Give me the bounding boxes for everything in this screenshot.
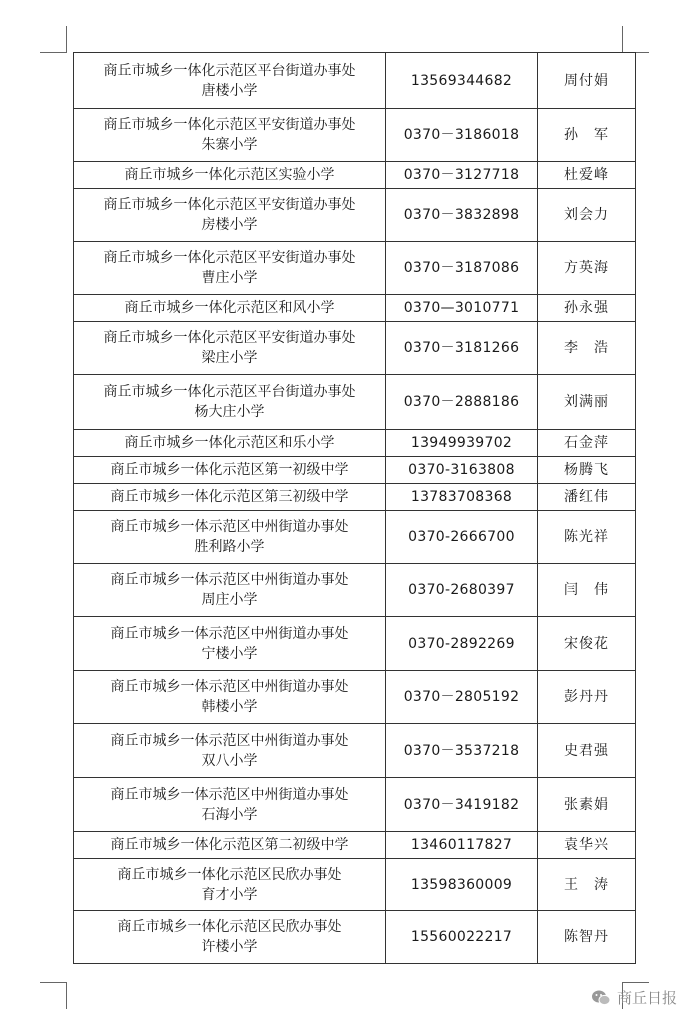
table-row [74,162,636,189]
contact-name-cell: 闫 伟 [538,564,636,617]
school-name-cell [74,189,386,242]
table-row [74,724,636,778]
table-row [74,53,636,109]
school-name-line: 韩楼小学 [201,699,258,715]
phone-cell: 0370-3163808 [386,457,538,484]
school-name-line: 商丘市城乡一体示范区中州街道办事处 [110,786,349,803]
table-row [74,911,636,964]
table-row [74,109,636,162]
school-name-cell [74,375,386,430]
school-name-line: 商丘市城乡一体化示范区平安街道办事处 [103,250,356,266]
contact-name-cell: 石金萍 [538,430,636,457]
school-name-line: 商丘市城乡一体化示范区民欣办事处 [117,919,342,935]
school-name-cell [74,511,386,564]
school-name-line: 商丘市城乡一体化示范区第一初级中学 [110,462,349,478]
school-name-line: 商丘市城乡一体化示范区第三初级中学 [110,489,349,505]
school-name-line: 商丘市城乡一体示范区中州街道办事处 [110,732,349,749]
phone-cell: 13598360009 [386,859,538,911]
contact-name-cell: 陈智丹 [538,911,636,964]
contact-name-cell: 陈光祥 [538,511,636,564]
school-name-line: 房楼小学 [201,217,258,233]
school-name-cell [74,671,386,724]
table-row [74,242,636,295]
school-name-line: 商丘市城乡一体化示范区平安街道办事处 [103,197,356,213]
table-row [74,564,636,617]
contact-name-cell: 周付娟 [538,53,636,109]
phone-cell: 0370－3832898 [386,189,538,242]
phone-cell: 0370－2888186 [386,375,538,430]
school-name-line: 商丘市城乡一体化示范区第二初级中学 [110,837,349,853]
school-name-line: 曹庄小学 [201,270,258,286]
table-row [74,484,636,511]
school-name-line: 商丘市城乡一体化示范区实验小学 [124,167,335,183]
school-name-line: 石海小学 [201,806,258,823]
phone-cell: 0370－3187086 [386,242,538,295]
phone-cell: 0370－3127718 [386,162,538,189]
table-row [74,375,636,430]
watermark-text: 商丘日报 [616,989,677,1007]
school-name-line: 商丘市城乡一体示范区中州街道办事处 [110,625,349,642]
school-name-cell [74,778,386,832]
contact-name-cell: 杨腾飞 [538,457,636,484]
table-row [74,671,636,724]
school-name-cell [74,832,386,859]
school-name-line: 商丘市城乡一体示范区中州街道办事处 [110,679,349,695]
contact-name-cell: 袁华兴 [538,832,636,859]
phone-cell: 0370－3537218 [386,724,538,778]
school-name-cell [74,457,386,484]
school-name-line: 商丘市城乡一体化示范区平台街道办事处 [103,62,356,79]
school-name-cell [74,430,386,457]
school-name-line: 商丘市城乡一体化示范区民欣办事处 [117,866,342,883]
phone-cell: 0370－2805192 [386,671,538,724]
phone-cell: 0370－3419182 [386,778,538,832]
school-name-line: 宁楼小学 [201,645,258,662]
school-name-cell [74,911,386,964]
contact-name-cell: 宋俊花 [538,617,636,671]
school-name-cell [74,484,386,511]
table-row [74,322,636,375]
table-row [74,832,636,859]
school-name-line: 商丘市城乡一体示范区中州街道办事处 [110,572,349,588]
phone-cell: 13783708368 [386,484,538,511]
school-name-cell [74,242,386,295]
phone-cell: 13569344682 [386,53,538,109]
crop-mark-top-right [622,26,649,53]
contact-name-cell: 潘红伟 [538,484,636,511]
contact-name-cell: 孙 军 [538,109,636,162]
table-row [74,511,636,564]
school-name-line: 周庄小学 [201,592,258,608]
school-contact-table-body [74,53,636,964]
phone-cell: 0370—3010771 [386,295,538,322]
phone-cell: 0370－3181266 [386,322,538,375]
wechat-icon [591,989,611,1007]
contact-name-cell: 方英海 [538,242,636,295]
contact-name-cell: 刘会力 [538,189,636,242]
school-name-cell [74,53,386,109]
contact-name-cell: 孙永强 [538,295,636,322]
school-name-cell [74,617,386,671]
table-row [74,189,636,242]
school-name-cell [74,162,386,189]
school-name-line: 商丘市城乡一体化示范区平安街道办事处 [103,117,356,133]
school-name-cell [74,724,386,778]
crop-mark-bottom-left [40,982,67,1009]
contact-name-cell: 史君强 [538,724,636,778]
school-name-line: 唐楼小学 [201,82,258,99]
phone-cell: 0370-2892269 [386,617,538,671]
school-name-line: 育才小学 [201,886,258,903]
phone-cell: 13949939702 [386,430,538,457]
school-name-cell [74,295,386,322]
phone-cell: 0370－3186018 [386,109,538,162]
school-name-line: 商丘市城乡一体示范区中州街道办事处 [110,519,349,535]
watermark [591,987,677,1008]
table-row [74,295,636,322]
school-name-line: 许楼小学 [201,939,258,955]
table-row [74,778,636,832]
school-name-line: 商丘市城乡一体化示范区和风小学 [124,300,335,316]
table-row [74,859,636,911]
contact-name-cell: 王 涛 [538,859,636,911]
school-name-line: 朱寨小学 [201,137,258,153]
phone-cell: 13460117827 [386,832,538,859]
school-name-cell [74,859,386,911]
school-name-line: 商丘市城乡一体化示范区平安街道办事处 [103,330,356,346]
school-name-line: 双八小学 [201,752,258,769]
contact-name-cell: 张素娟 [538,778,636,832]
school-name-cell [74,109,386,162]
school-name-cell [74,322,386,375]
contact-name-cell: 彭丹丹 [538,671,636,724]
school-name-cell [74,564,386,617]
phone-cell: 0370-2680397 [386,564,538,617]
school-name-line: 胜利路小学 [194,539,265,555]
school-name-line: 杨大庄小学 [194,404,265,420]
table-row [74,617,636,671]
contact-name-cell: 李 浩 [538,322,636,375]
phone-cell: 15560022217 [386,911,538,964]
phone-cell: 0370-2666700 [386,511,538,564]
table-row [74,430,636,457]
school-name-line: 商丘市城乡一体化示范区和乐小学 [124,435,335,451]
crop-mark-top-left [40,26,67,53]
contact-name-cell: 杜爱峰 [538,162,636,189]
table-row [74,457,636,484]
school-name-line: 商丘市城乡一体化示范区平台街道办事处 [103,384,356,400]
contact-name-cell: 刘满丽 [538,375,636,430]
school-contact-table [73,52,636,964]
school-name-line: 梁庄小学 [201,350,258,366]
